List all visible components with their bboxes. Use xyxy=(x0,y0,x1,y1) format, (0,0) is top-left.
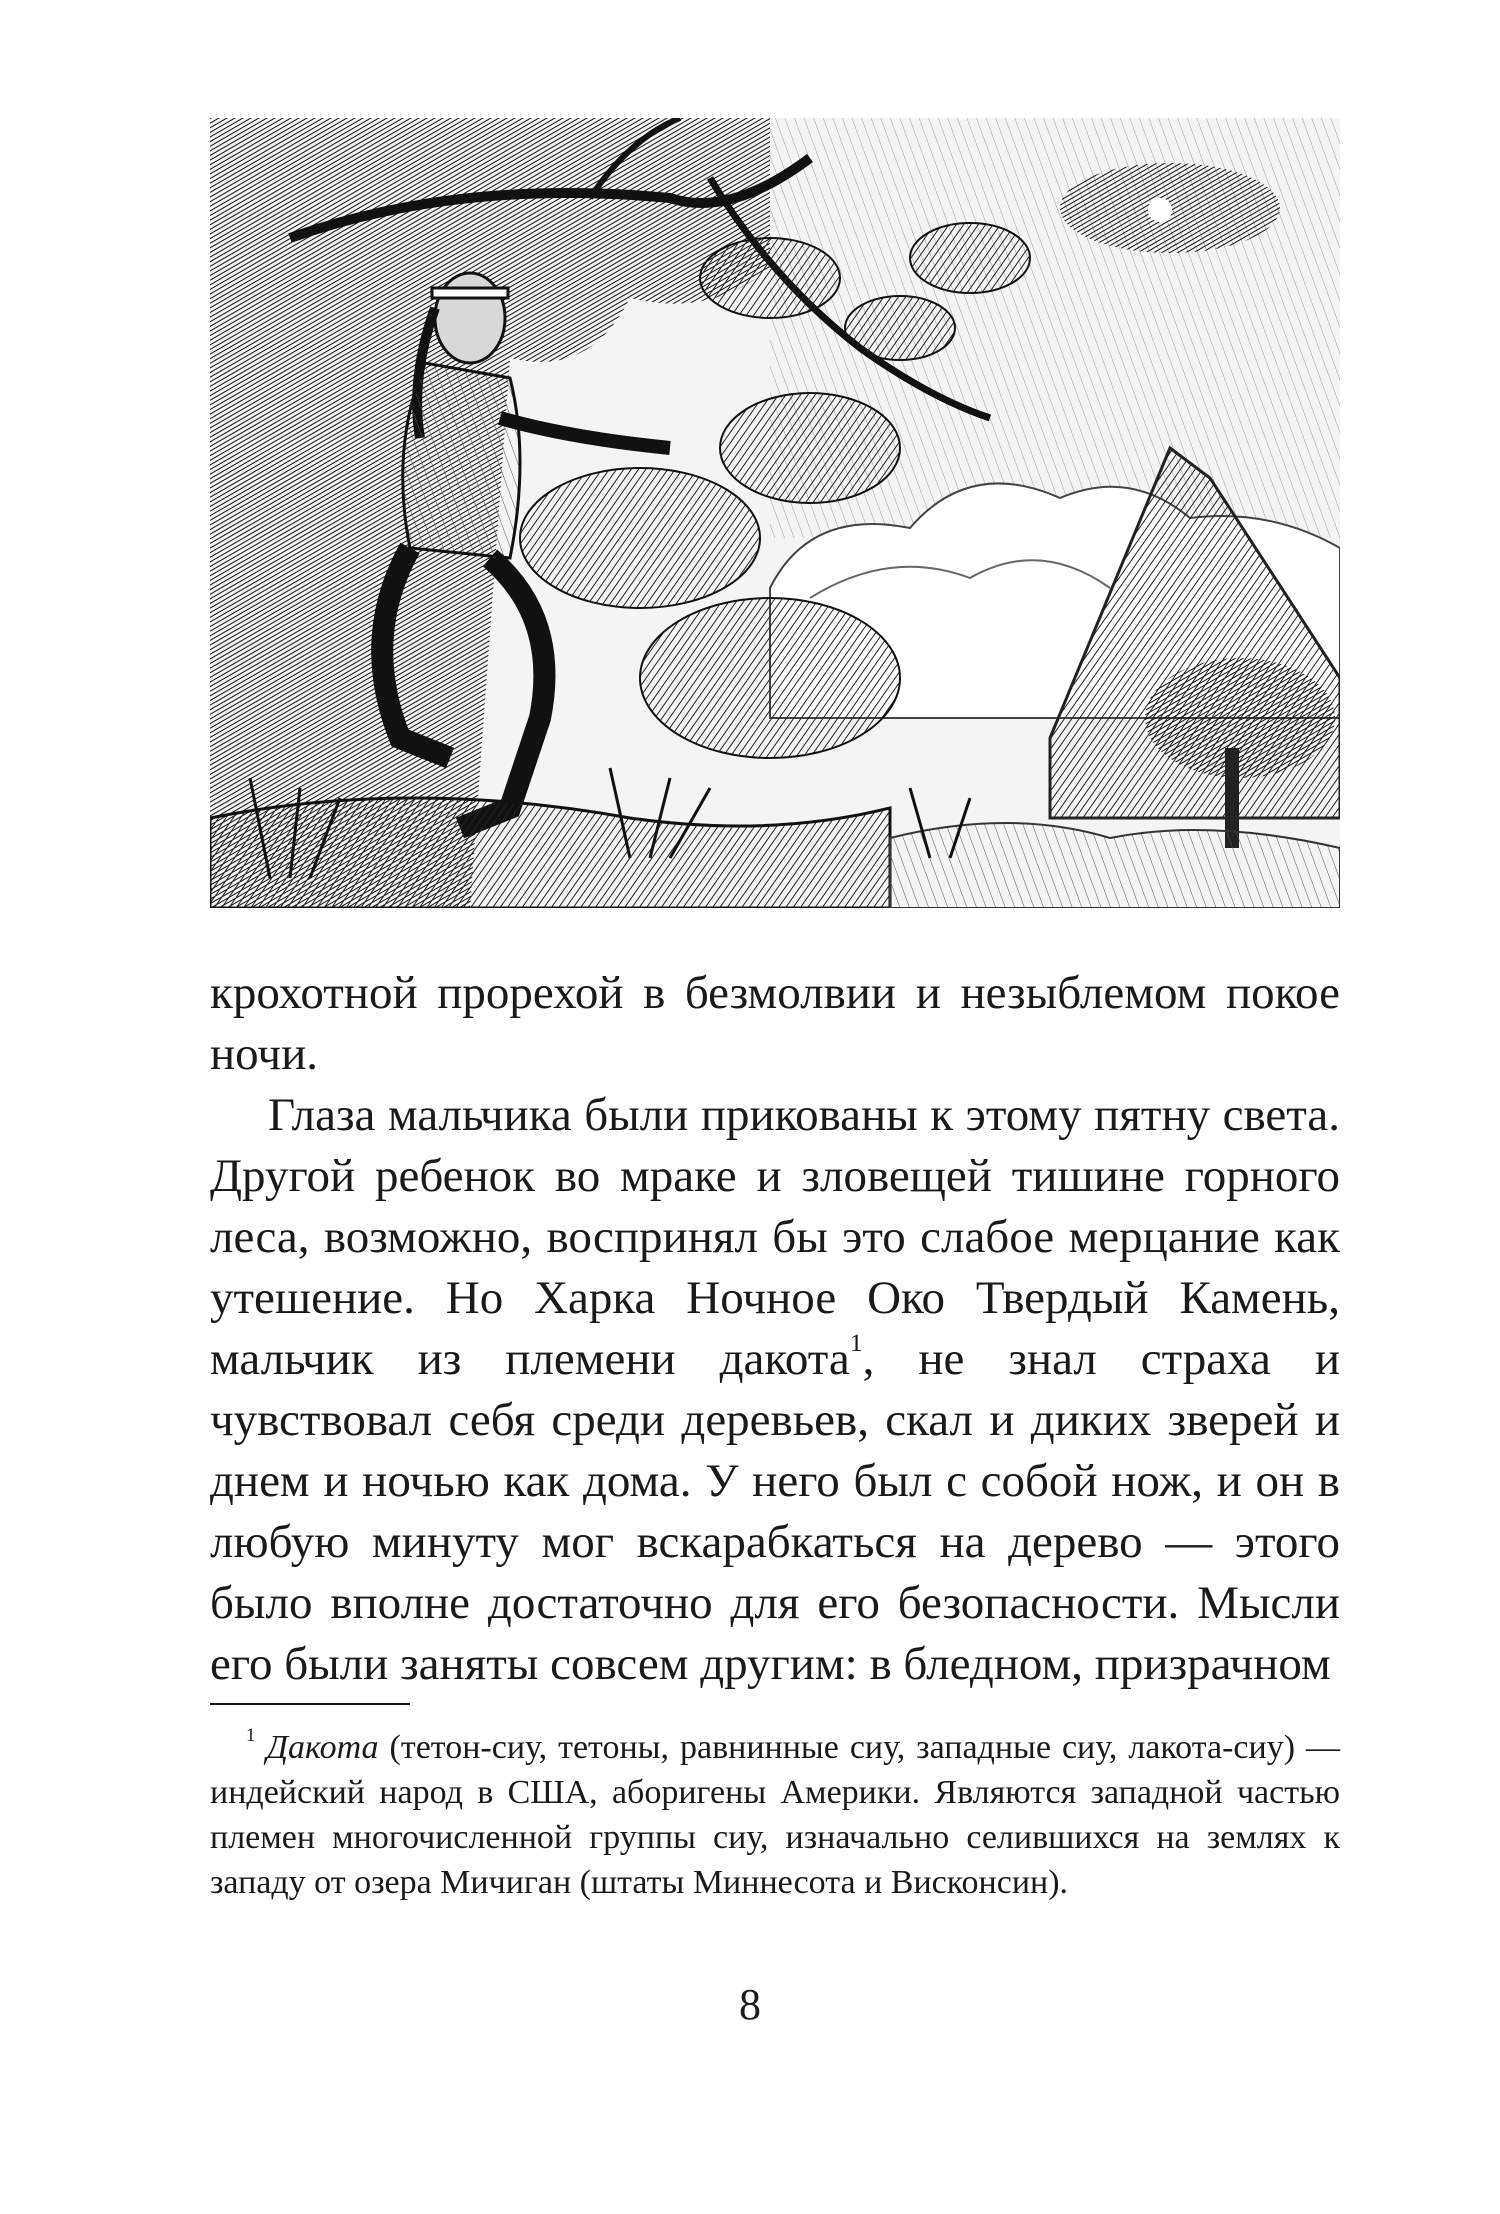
paragraph-1-text: крохотной прорехой в безмолвии и незыблемом покое ночи. xyxy=(210,967,1340,1080)
paragraph-2 xyxy=(210,1085,1340,1695)
footnote-reference[interactable]: 1 xyxy=(849,1327,863,1357)
paragraph-2-text-a: Глаза мальчика были прикованы к этому пятну света. Другой ребенок во мраке и зловещей тишине горного леса, возможно, воспринял бы это слабое мерцание как утешение. Но Харка Ночное Око Твердый Камень, мальчик из племени дакота xyxy=(210,1089,1340,1385)
footnote-text: (тетон-сиу, тетоны, равнинные сиу, западные сиу, лакота-сиу) — индейский народ в США, аборигены Америки. Являются западной частью племен многочисленной группы сиу, изначально селившихся на землях к западу от озера Мичиган (штаты Миннесота и Висконсин). xyxy=(210,1729,1340,1901)
footnote-marker: 1 xyxy=(246,1725,256,1747)
paragraph-1 xyxy=(210,963,1340,1085)
paragraph-2-text-b: , не знал страха и чувствовал себя среди деревьев, скал и диких зверей и днем и ночью как дома. У него был с собой нож, и он в любую минуту мог вскарабкаться на дерево — этого было вполне достаточно для его безопасности. Мысли его были заняты совсем другим: в бледном, призрачном xyxy=(210,1333,1340,1690)
footnotes xyxy=(210,1725,1340,1905)
body-text xyxy=(210,963,1340,1695)
engraving-illustration xyxy=(210,118,1340,908)
engraving-illustration-icon xyxy=(210,118,1340,908)
footnote-term: Дакота xyxy=(266,1729,379,1766)
footnote-1 xyxy=(210,1725,1340,1905)
footnote-divider xyxy=(210,1703,410,1705)
page-number: 8 xyxy=(739,1980,761,2029)
